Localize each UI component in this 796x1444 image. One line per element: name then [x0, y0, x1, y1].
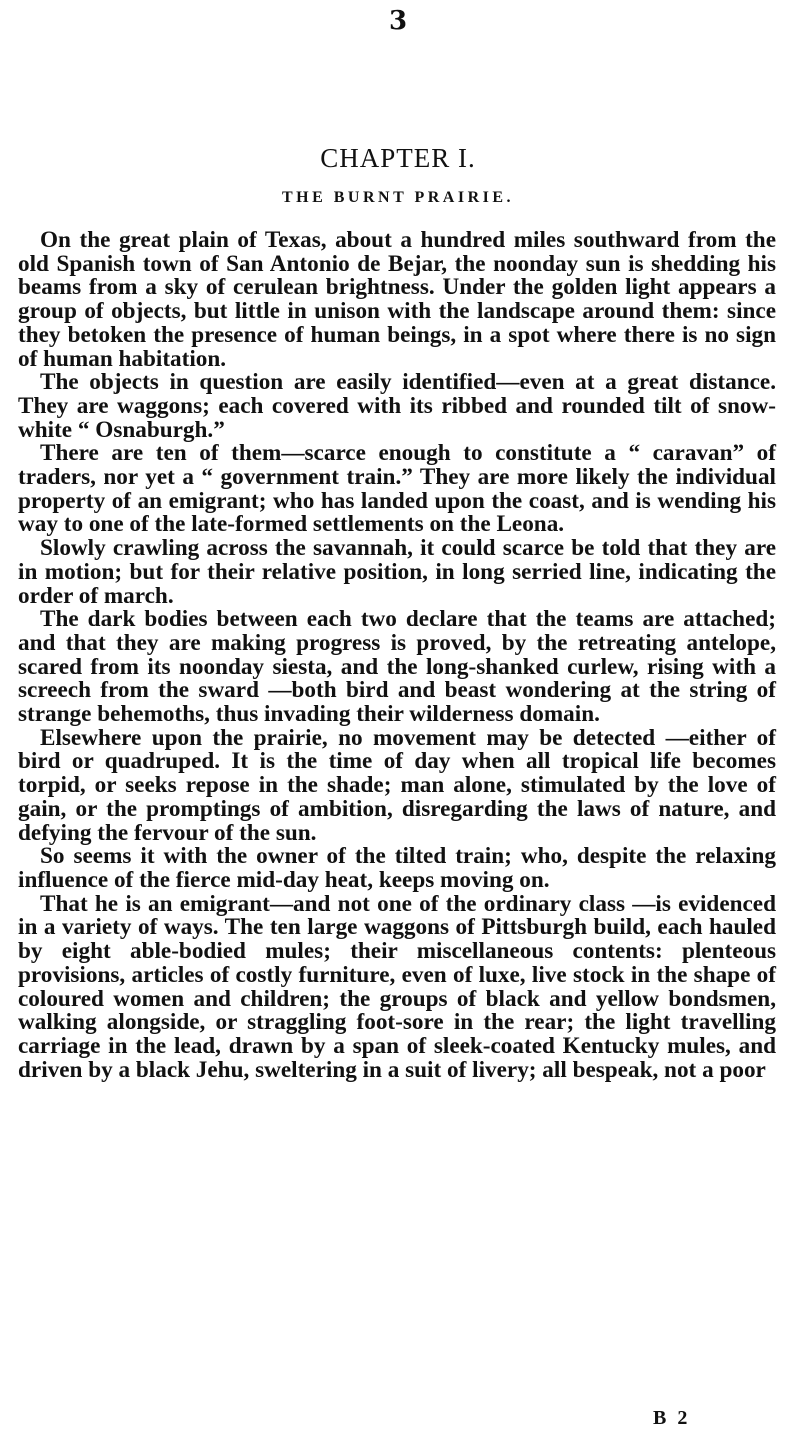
paragraph: There are ten of them—scarce enough to constitute a “ caravan” of traders, nor yet a “ government train.” They are more likely the individual property of an emigrant; who has landed upon the coast, and is wending his way to one of the late-formed settlements on the Leona. [18, 440, 776, 538]
paragraph: That he is an emigrant—and not one of the ordinary class —is evidenced in a variety of ways. The ten large waggons of Pittsburgh build, each hauled by eight able-bodied mules; their miscellaneous contents: plenteous provisions, articles of costly furniture, even of luxe, live stock in the shape of coloured women and children; the groups of black and yellow bondsmen, walking alongside, or straggling foot-sore in the rear; the light travelling carriage in the lead, drawn by a span of sleek-coated Kentucky mules, and driven by a black Jehu, sweltering in a suit of livery; all bespeak, not a poor [18, 890, 776, 1083]
chapter-body [18, 229, 776, 1082]
paragraph: On the great plain of Texas, about a hundred miles southward from the old Spanish town of San Antonio de Bejar, the noonday sun is shedding his beams from a sky of cerulean brightness. Under the golden light appears a group of objects, but little in unison with the landscape around them: since they betoken the presence of human beings, in a spot where there is no sign of human habitation. [18, 227, 776, 372]
paragraph: Elsewhere upon the prairie, no movement may be detected —either of bird or quadruped. It is the time of day when all tropical life becomes torpid, or seeks repose in the shade; man alone, stimulated by the love of gain, or the promptings of ambition, disregarding the laws of nature, and defying the fervour of the sun. [18, 724, 776, 846]
signature-mark: B 2 [653, 1407, 691, 1429]
paragraph: The dark bodies between each two declare that the teams are attached; and that they are making progress is proved, by the retreating antelope, scared from its noonday siesta, and the long-shanked curlew, rising with a screech from the sward —both bird and beast wondering at the string of strange behemoths, thus invading their wilderness domain. [18, 606, 776, 728]
chapter-title: CHAPTER I. [320, 143, 476, 173]
page-number: 3 [388, 6, 408, 36]
paragraph: Slowly crawling across the savannah, it could scarce be told that they are in motion; but for their relative position, in long serried line, indicating the order of march. [18, 535, 776, 609]
paragraph: The objects in question are easily identified—even at a great distance. They are waggons; each covered with its ribbed and rounded tilt of snow-white “ Osnaburgh.” [18, 369, 776, 443]
paragraph: So seems it with the owner of the tilted train; who, despite the relaxing influence of the fierce mid-day heat, keeps moving on. [18, 843, 776, 893]
chapter-subtitle: THE BURNT PRAIRIE. [281, 189, 515, 206]
